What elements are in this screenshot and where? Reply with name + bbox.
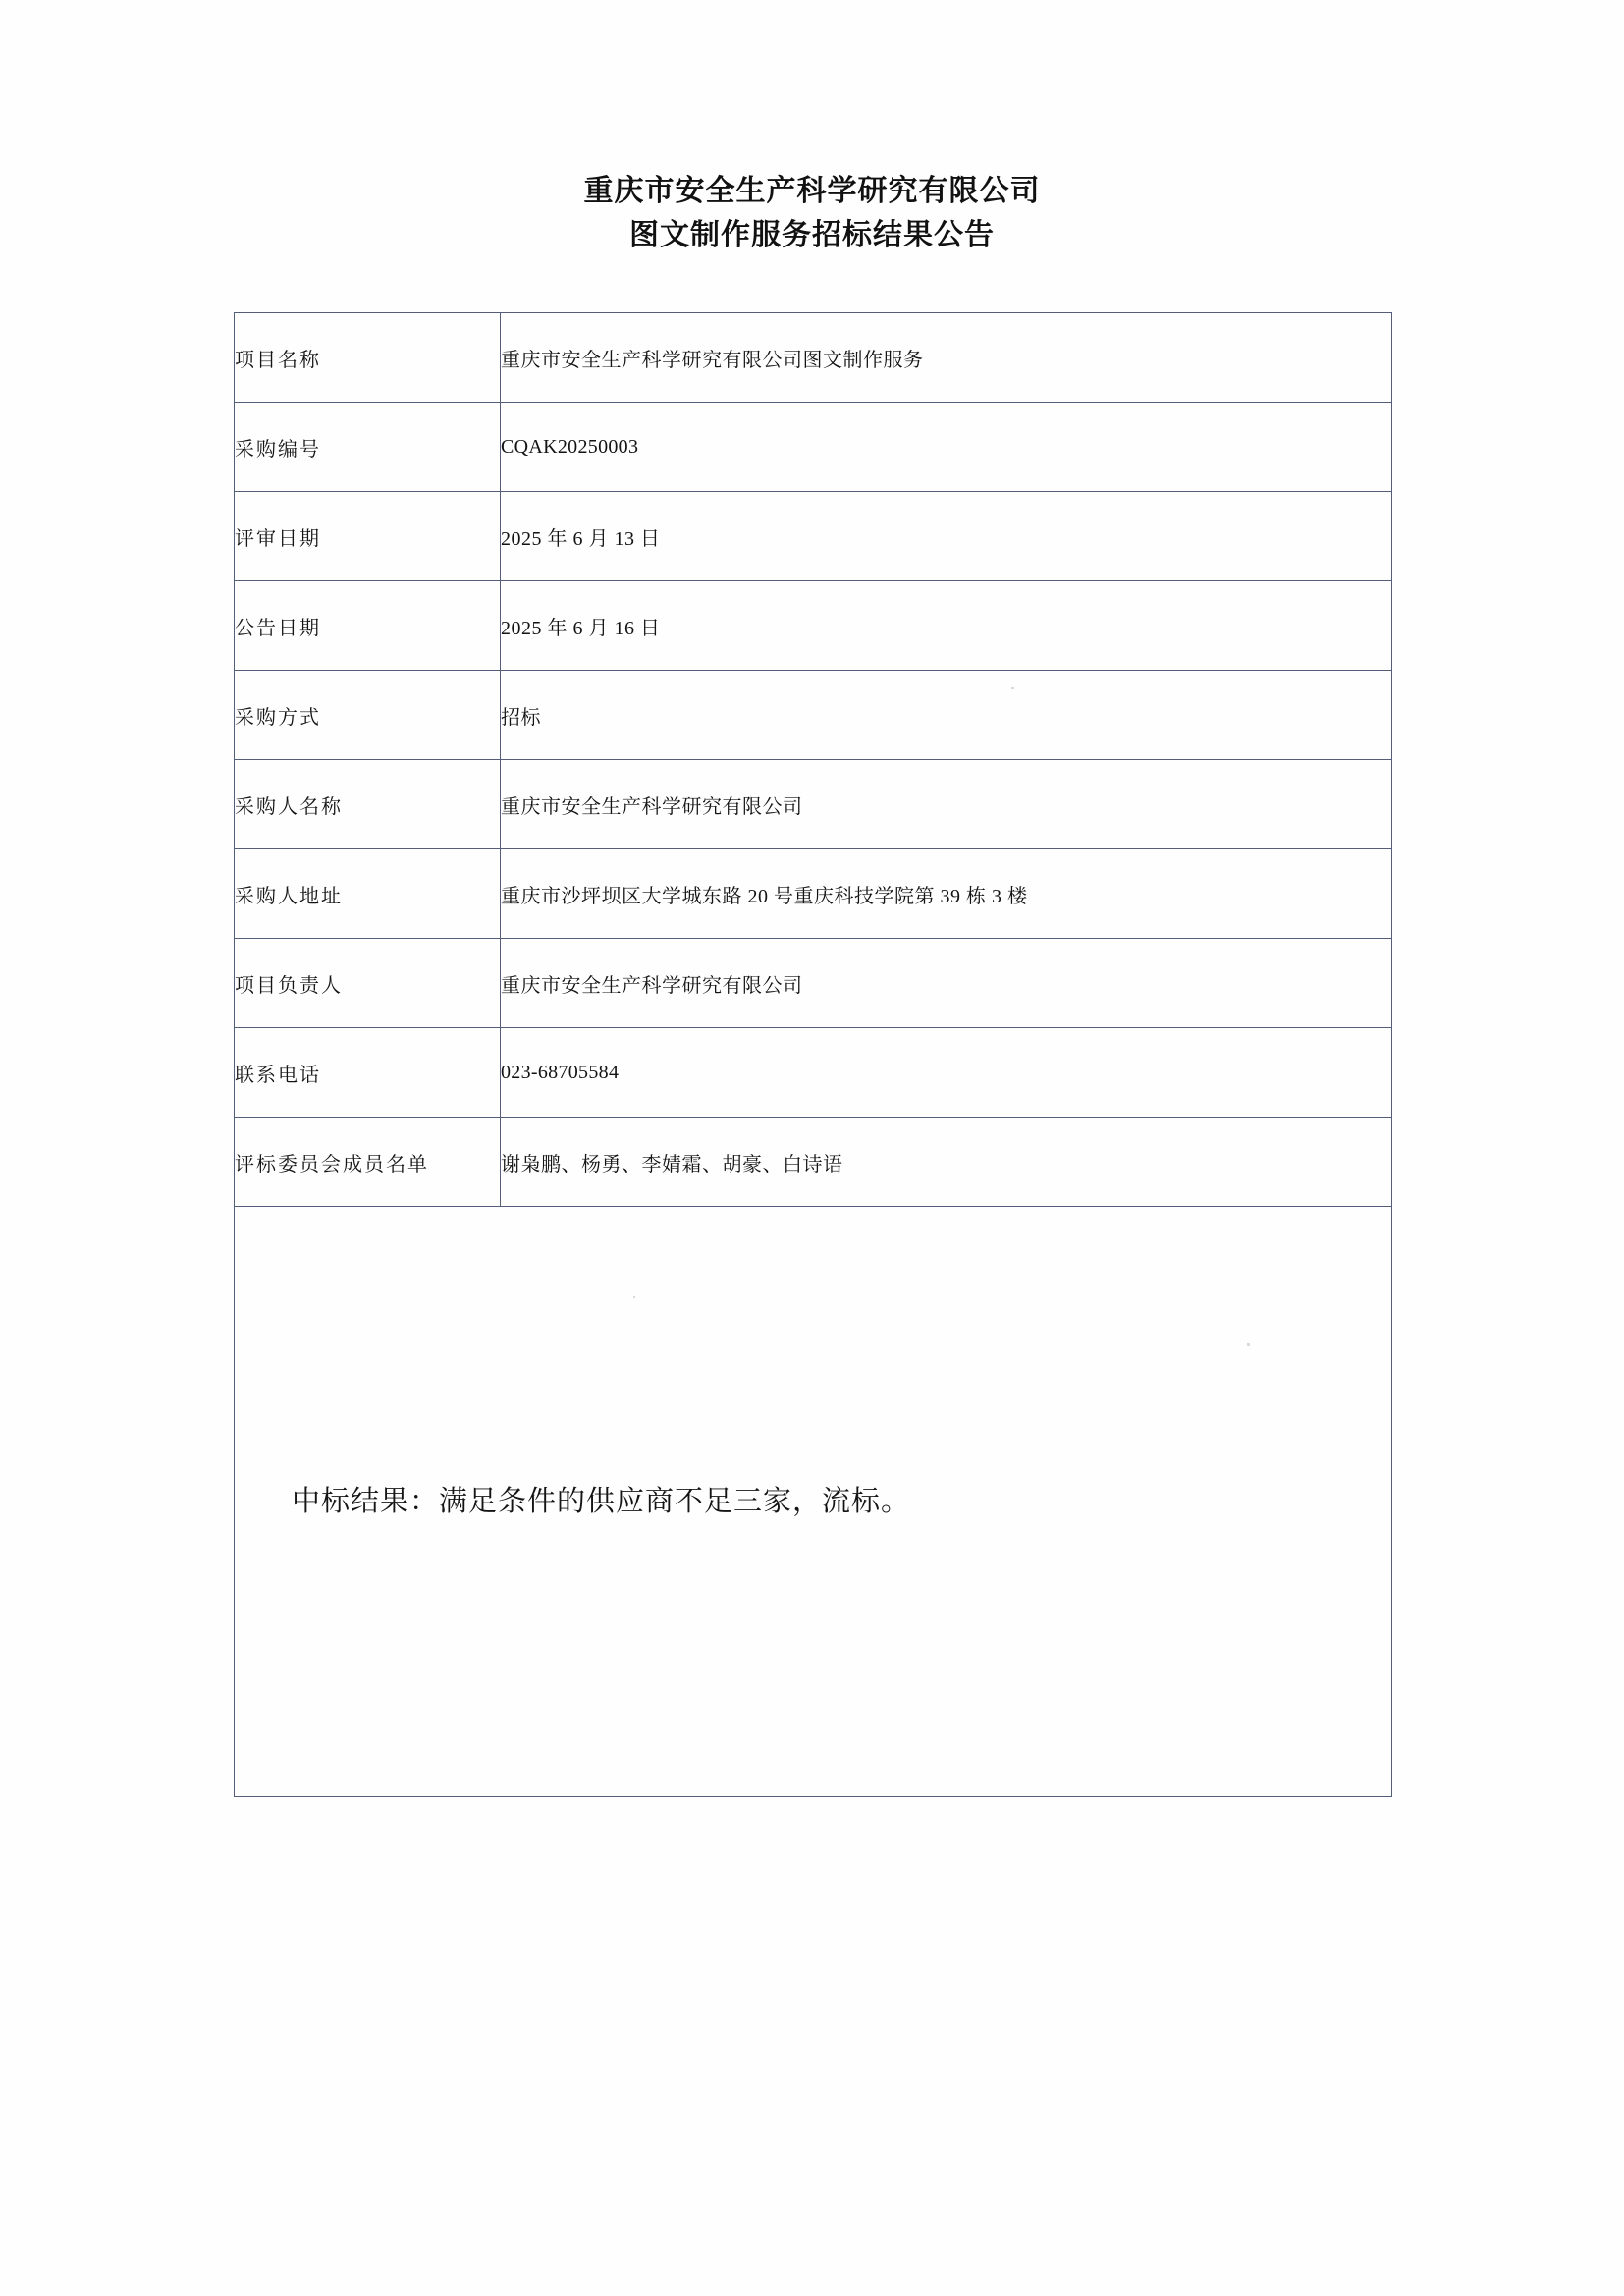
- row-label-purchaser-address: 采购人地址: [235, 849, 501, 939]
- bid-result-text: 中标结果：满足条件的供应商不足三家，流标。: [292, 1485, 911, 1517]
- scan-speck: [633, 1296, 635, 1298]
- row-label-contact-phone: 联系电话: [235, 1028, 501, 1118]
- row-label-review-date: 评审日期: [235, 492, 501, 581]
- row-value-purchase-method: 招标: [501, 671, 1392, 760]
- scan-speck: [1011, 687, 1014, 689]
- row-value-purchase-number: CQAK20250003: [501, 403, 1392, 492]
- table-row: [235, 1028, 1392, 1118]
- table-row: [235, 313, 1392, 403]
- scan-speck: [1247, 1343, 1250, 1346]
- table-row-result: [235, 1207, 1392, 1797]
- page-title-line-2: 图文制作服务招标结果公告: [629, 219, 995, 251]
- row-label-announce-date: 公告日期: [235, 581, 501, 671]
- announcement-table: [234, 312, 1392, 1797]
- page-title: [0, 0, 1624, 257]
- row-value-project-name: 重庆市安全生产科学研究有限公司图文制作服务: [501, 313, 1392, 403]
- table-row: [235, 581, 1392, 671]
- row-label-purchase-method: 采购方式: [235, 671, 501, 760]
- row-value-committee-members: 谢枭鹏、杨勇、李婧霜、胡豪、白诗语: [501, 1118, 1392, 1207]
- row-label-project-manager: 项目负责人: [235, 939, 501, 1028]
- row-label-project-name: 项目名称: [235, 313, 501, 403]
- table-row: [235, 849, 1392, 939]
- row-label-purchaser-name: 采购人名称: [235, 760, 501, 849]
- row-value-purchaser-address: 重庆市沙坪坝区大学城东路 20 号重庆科技学院第 39 栋 3 楼: [501, 849, 1392, 939]
- row-label-purchase-number: 采购编号: [235, 403, 501, 492]
- table-row: [235, 760, 1392, 849]
- row-value-purchaser-name: 重庆市安全生产科学研究有限公司: [501, 760, 1392, 849]
- page-title-line-1: 重庆市安全生产科学研究有限公司: [583, 175, 1041, 207]
- row-label-committee-members: 评标委员会成员名单: [235, 1118, 501, 1207]
- announcement-table-wrap: [234, 312, 1392, 1797]
- row-value-project-manager: 重庆市安全生产科学研究有限公司: [501, 939, 1392, 1028]
- table-row: [235, 492, 1392, 581]
- row-value-review-date: 2025 年 6 月 13 日: [501, 492, 1392, 581]
- table-row: [235, 403, 1392, 492]
- row-value-announce-date: 2025 年 6 月 16 日: [501, 581, 1392, 671]
- table-row: [235, 939, 1392, 1028]
- row-value-contact-phone: 023-68705584: [501, 1028, 1392, 1118]
- result-cell: [235, 1207, 1392, 1797]
- table-row: [235, 671, 1392, 760]
- table-row: [235, 1118, 1392, 1207]
